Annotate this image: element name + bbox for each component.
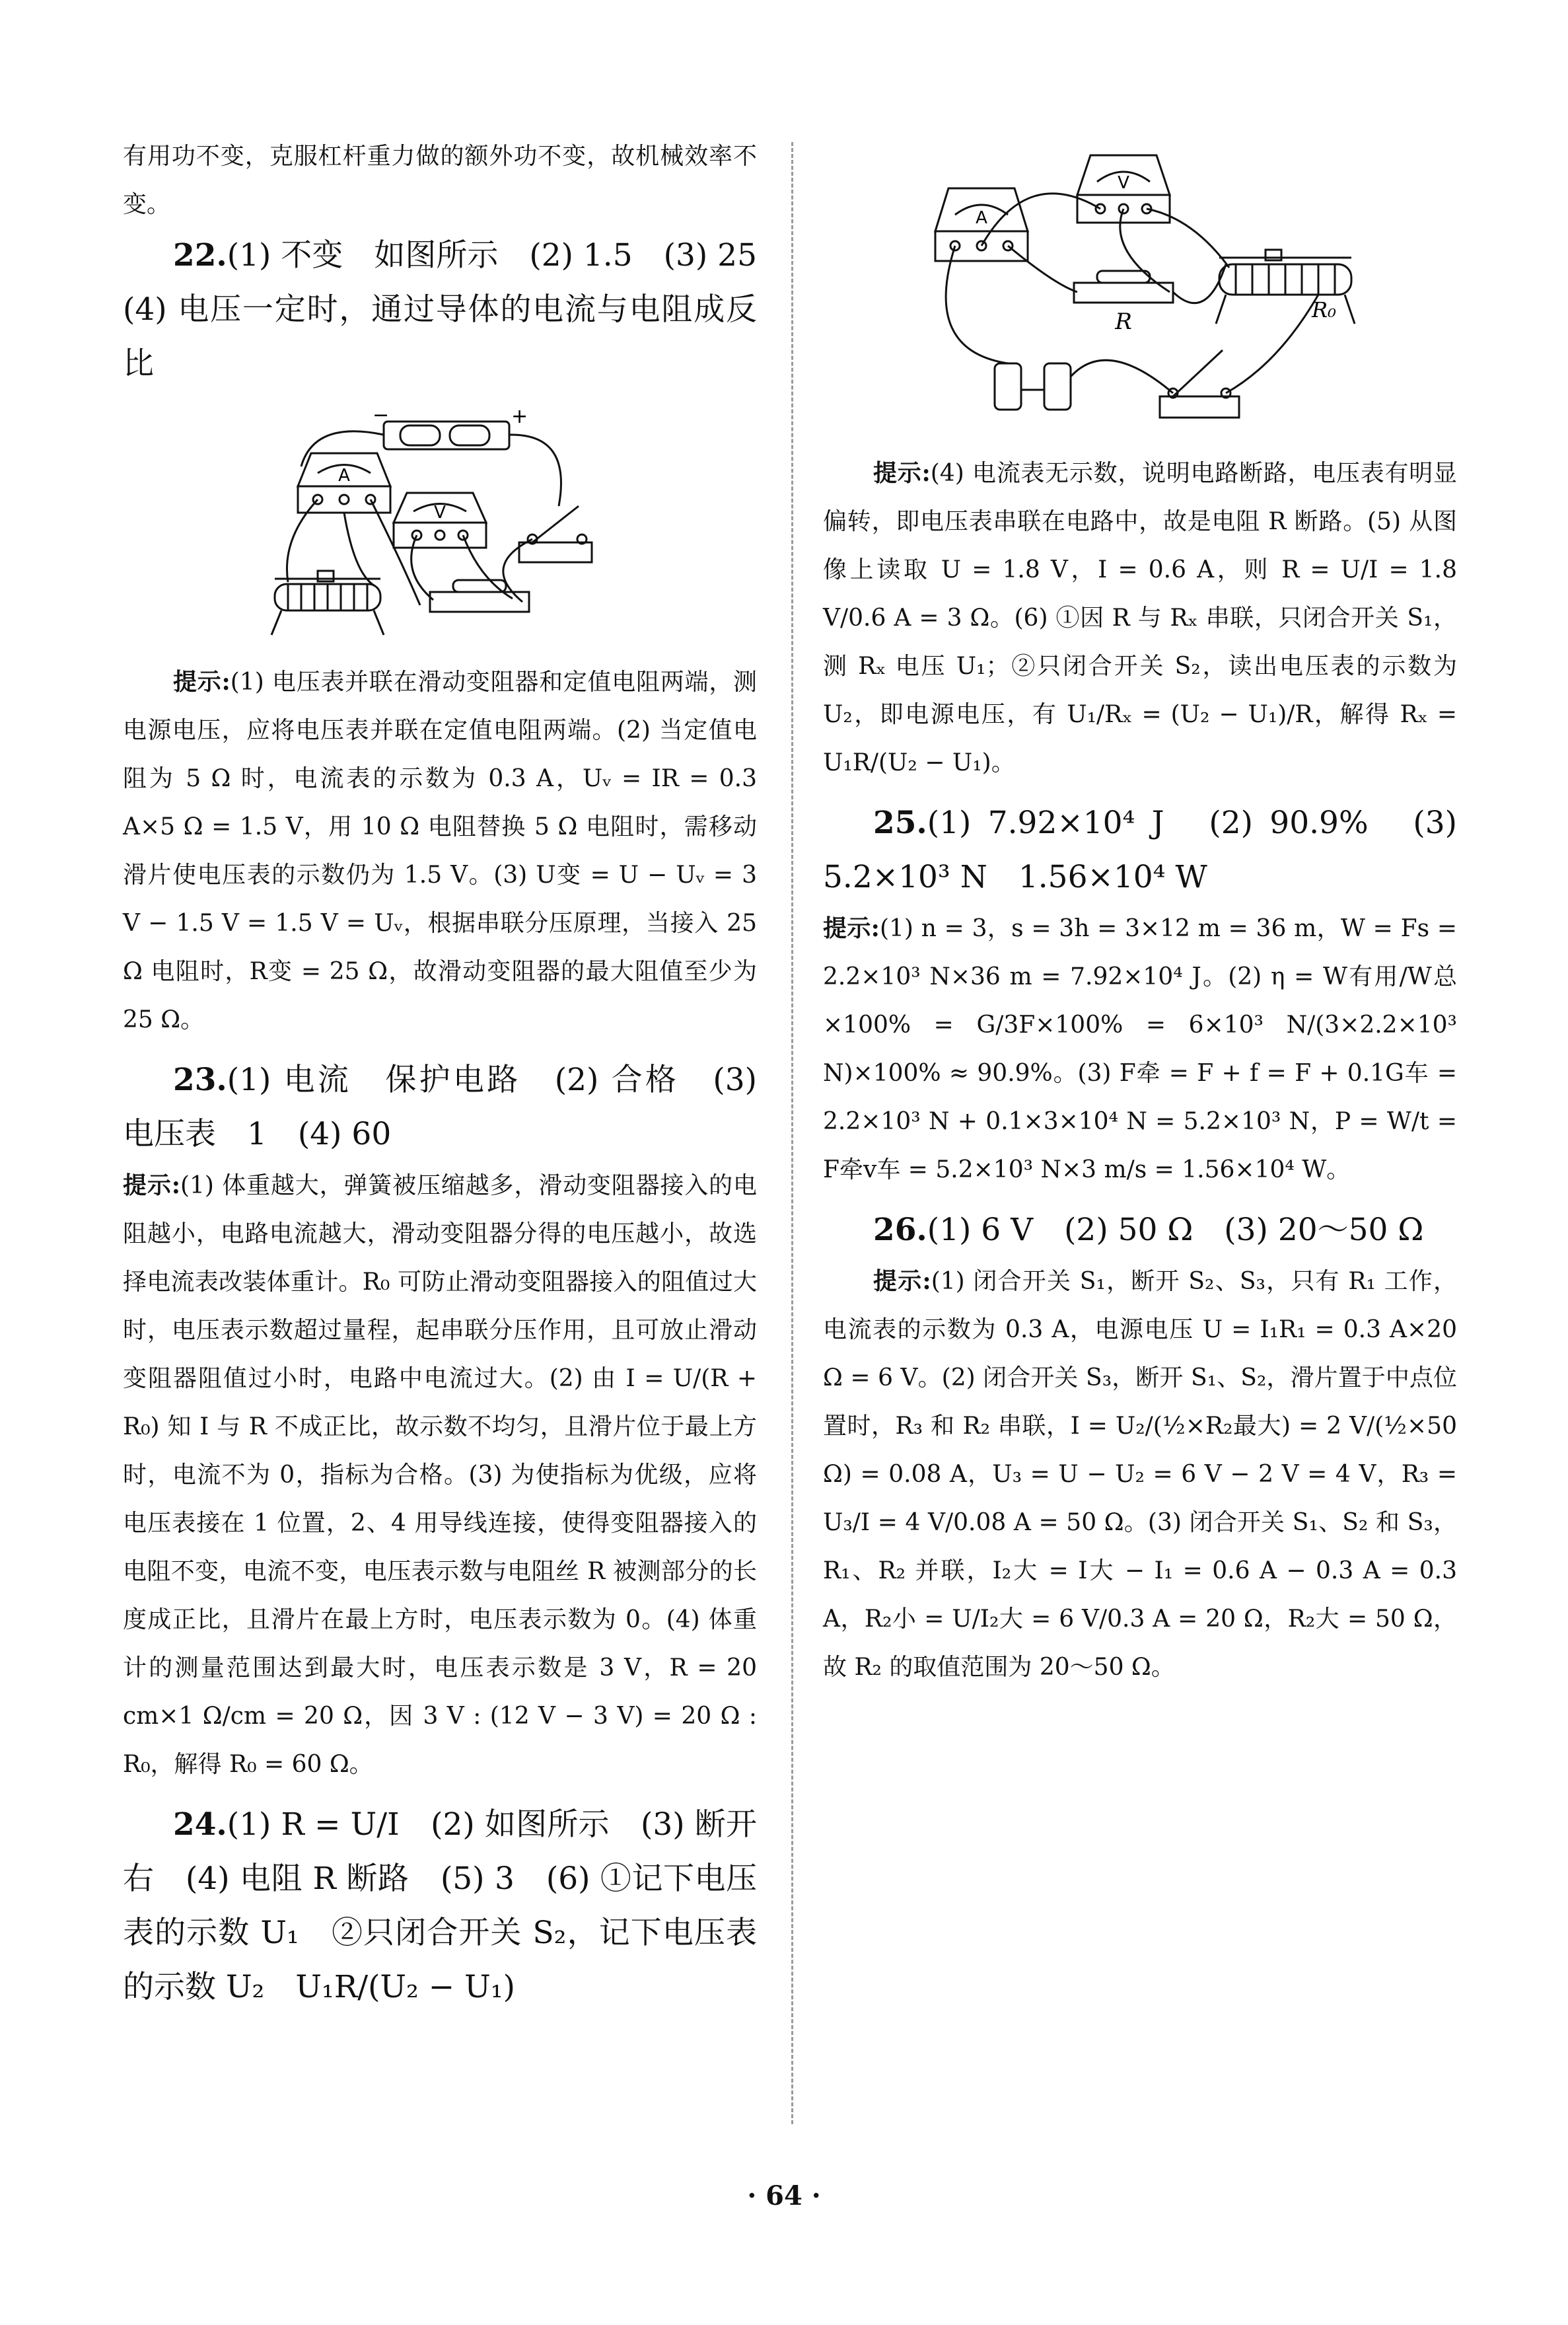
q26-answer <box>823 1203 1457 1257</box>
voltmeter-label: V <box>1118 173 1129 193</box>
q24-circuit-figure <box>909 152 1371 436</box>
ammeter-label: A <box>338 466 350 486</box>
q26-answer-text: (1) 6 V (2) 50 Ω (3) 20～50 Ω <box>927 1212 1424 1248</box>
minus-sign: − <box>373 407 390 427</box>
q23-number: 23. <box>173 1062 227 1098</box>
q22-number: 22. <box>173 237 227 274</box>
q25-answer <box>823 796 1457 904</box>
q24-hint <box>823 449 1457 787</box>
q25-number: 25. <box>873 805 927 841</box>
q24-answer <box>123 1798 788 2014</box>
q24-number: 24. <box>173 1806 227 1843</box>
q25-hint-text: (1) n = 3，s = 3h = 3×12 m = 36 m，W = Fs = 2.2×10³ N×36 m = 7.92×10⁴ J。(2) η = W有用/W总×100% = G/3F×100% = 6×10³ N/(3×2.2×10³ N)×100% ≈ 90.9%。(3) F牵 = F + f = F + 0.1G车 = 2.2×10³ N + 0.1×3×10⁴ N = 5.2×10³ N，P = W/t = F牵v车 = 5.2×10³ N×3 m/s = 1.56×10⁴ W。 <box>823 915 1457 1183</box>
page-number: · 64 · <box>747 2180 821 2211</box>
q23-hint-text: (1) 体重越大，弹簧被压缩越多，滑动变阻器接入的电阻越小，电路电流越大，滑动变阻器分得的电压越小，故选择电流表改装体重计。R₀ 可防止滑动变阻器接入的阻值过大时，电压表示数超过量程，起串联分压作用，且可放止滑动变阻器阻值过小时，电路中电流过大。(2) 由 I = U/(R + R₀) 知 I 与 R 不成正比，故示数不均匀，且滑片位于最上方时，电流不为 0，指标为合格。(3) 为使指标为优级，应将电压表接在 1 位置，2、4 用导线连接，使得变阻器接入的电阻不变，电流不变，电压表示数与电阻丝 R 被测部分的长度成正比，且滑片在最上方时，电压表示数为 0。(4) 体重计的测量范围达到最大时，电压表示数是 3 V，R = 20 cm×1 Ω/cm = 20 Ω，因 3 V : (12 V − 3 V) = 20 Ω : R₀，解得 R₀ = 60 Ω。 <box>123 1172 757 1778</box>
q23-hint-label: 提示: <box>123 1171 180 1199</box>
q25-answer-text: (1) 7.92×10⁴ J (2) 90.9% (3) 5.2×10³ N 1.56×10⁴ W <box>823 805 1457 895</box>
q23-answer-text: (1) 电流 保护电路 (2) 合格 (3) 电压表 1 (4) 60 <box>123 1062 757 1152</box>
q23-answer <box>123 1053 757 1162</box>
rheostat-label: R₀ <box>1312 297 1336 322</box>
paragraph-intro: 有用功不变，克服杠杆重力做的额外功不变，故机械效率不变。 <box>123 143 757 218</box>
q22-answer-text: (1) 不变 如图所示 (2) 1.5 (3) 25 (4) 电压一定时，通过导体的电流与电阻成反比 <box>123 237 788 382</box>
left-column <box>123 132 788 2014</box>
right-column <box>823 132 1457 1691</box>
q24-hint-label: 提示: <box>873 459 931 487</box>
q22-hint-text: (1) 电压表并联在滑动变阻器和定值电阻两端，测电源电压，应将电压表并联在定值电阻两端。(2) 当定值电阻为 5 Ω 时，电流表的示数为 0.3 A，Uᵥ = IR = 0.3 A×5 Ω = 1.5 V，用 10 Ω 电阻替换 5 Ω 电阻时，需移动滑片使电压表的示数仍为 1.5 V。(3) U变 = U − Uᵥ = 3 V − 1.5 V = 1.5 V = Uᵥ，根据串联分压原理，当接入 25 Ω 电阻时，R变 = 25 Ω，故滑动变阻器的最大阻值至少为 25 Ω。 <box>123 669 757 1033</box>
q22-circuit-figure <box>262 407 618 645</box>
q25-hint <box>823 904 1457 1194</box>
q24-hint-text: (4) 电流表无示数，说明电路断路，电压表有明显偏转，即电压表串联在电路中，故是电阻 R 断路。(5) 从图像上读取 U = 1.8 V，I = 0.6 A，则 R = U/I = 1.8 V/0.6 A = 3 Ω。(6) ①因 R 与 Rₓ 串联，只闭合开关 S₁，测 Rₓ 电压 U₁；②只闭合开关 S₂，读出电压表的示数为 U₂，即电源电压，有 U₁/Rₓ = (U₂ − U₁)/R，解得 Rₓ = U₁R/(U₂ − U₁)。 <box>823 460 1457 776</box>
q26-number: 26. <box>873 1212 927 1248</box>
plus-sign: + <box>511 407 528 428</box>
q23-hint <box>123 1162 757 1789</box>
q26-hint <box>823 1257 1457 1691</box>
q22-hint <box>123 658 757 1044</box>
q22-answer <box>123 229 788 391</box>
q22-hint-label: 提示: <box>173 668 231 696</box>
battery-cell-icon <box>450 425 489 445</box>
battery-cell-icon <box>400 425 440 445</box>
q25-hint-label: 提示: <box>823 914 880 942</box>
q26-hint-text: (1) 闭合开关 S₁，断开 S₂、S₃，只有 R₁ 工作，电流表的示数为 0.3 A，电源电压 U = I₁R₁ = 0.3 A×20 Ω = 6 V。(2) 闭合开关 S₃，断开 S₁、S₂，滑片置于中点位置时，R₃ 和 R₂ 串联，I = U₂/(½×R₂最大) = 2 V/(½×50 Ω) = 0.08 A，U₃ = U − U₂ = 6 V − 2 V = 4 V，R₃ = U₃/I = 4 V/0.08 A = 50 Ω。(3) 闭合开关 S₁、S₂ 和 S₃，R₁、R₂ 并联，I₂大 = I大 − I₁ = 0.6 A − 0.3 A = 0.3 A，R₂小 = U/I₂大 = 6 V/0.3 A = 20 Ω，R₂大 = 50 Ω，故 R₂ 的取值范围为 20～50 Ω。 <box>823 1268 1457 1681</box>
ammeter-label: A <box>976 208 987 228</box>
column-divider <box>791 142 793 2124</box>
resistor-label: R <box>1115 309 1132 335</box>
q26-hint-label: 提示: <box>873 1267 931 1295</box>
voltmeter-label: V <box>434 503 446 523</box>
q24-answer-text: (1) R = U/I (2) 如图所示 (3) 断开 右 (4) 电阻 R 断路 (5) 3 (6) ①记下电压表的示数 U₁ ②只闭合开关 S₂，记下电压表的示数 U₂ U₁R/(U₂ − U₁) <box>123 1806 788 2005</box>
